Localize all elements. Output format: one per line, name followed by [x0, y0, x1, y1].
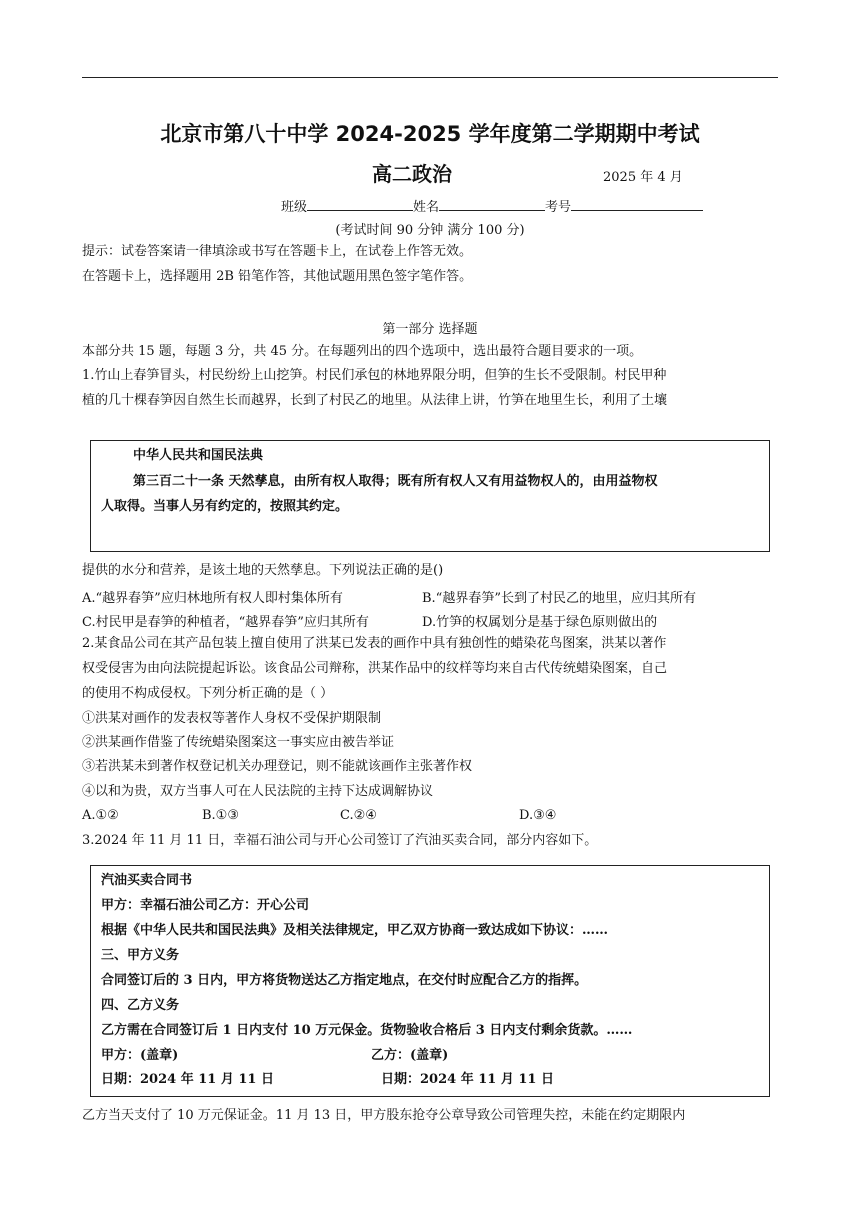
header-rule [82, 77, 778, 78]
q2-statement-3: ③若洪某未到著作权登记机关办理登记，则不能就该画作主张著作权 [82, 759, 473, 774]
notice-line-1: 提示：试卷答案请一律填涂或书写在答题卡上，在试卷上作答无效。 [82, 244, 473, 259]
q2-statement-1: ①洪某对画作的发表权等著作人身权不受保护期限制 [82, 711, 382, 726]
civil-code-box [90, 440, 770, 552]
civil-code-title: 中华人民共和国民法典 [133, 448, 264, 463]
section-intro: 本部分共 15 题，每题 3 分，共 45 分。在每题列出的四个选项中，选出最符合题目要求的一项。 [82, 344, 643, 359]
q2-text-3: 的使用不构成侵权。下列分析正确的是（ ） [82, 686, 334, 701]
contract-section-3-text: 合同签订后的 3 日内，甲方将货物送达乙方指定地点，在交付时应配合乙方的指挥。 [101, 973, 588, 988]
contract-section-4-text: 乙方需在合同签订后 1 日内支付 10 万元保金。货物验收合格后 3 日内支付剩余货款。…… [101, 1023, 633, 1038]
civil-code-article-1: 第三百二十一条 天然孳息，由所有权人取得；既有所有权人又有用益物权人的，由用益物权 [133, 474, 658, 489]
q3-text-2: 乙方当天支付了 10 万元保证金。11 月 13 日，甲方股东抢夺公章导致公司管理失控，未能在约定期限内 [82, 1108, 686, 1123]
student-info-row [281, 196, 703, 215]
q2-statement-2: ②洪某画作借鉴了传统蜡染图案这一事实应由被告举证 [82, 735, 395, 750]
q1-text-3: 提供的水分和营养，是该土地的天然孳息。下列说法正确的是() [82, 563, 444, 578]
q1-option-d: D.竹笋的权属划分是基于绿色原则做出的 [422, 615, 658, 630]
q3-text-1: 3.2024 年 11 月 11 日，幸福石油公司与开心公司签订了汽油买卖合同，部分内容如下。 [82, 833, 598, 848]
q1-option-a: A.“越界春笋”应归林地所有权人即村集体所有 [82, 591, 343, 606]
section-heading: 第一部分 选择题 [382, 322, 478, 337]
contract-parties: 甲方：幸福石油公司乙方：开心公司 [101, 898, 310, 913]
q2-option-a: A.①② [82, 808, 119, 823]
contract-box [90, 865, 770, 1097]
q2-statement-4: ④以和为贵，双方当事人可在人民法院的主持下达成调解协议 [82, 784, 434, 799]
q1-option-c: C.村民甲是春笋的种植者，“越界春笋”应归其所有 [82, 615, 369, 630]
contract-section-4-heading: 四、乙方义务 [101, 998, 180, 1013]
party-a-date: 日期：2024 年 11 月 11 日 [101, 1072, 274, 1087]
class-blank [307, 198, 413, 211]
exam-date: 2025 年 4 月 [603, 170, 683, 185]
subject-title: 高二政治 [372, 162, 452, 186]
number-blank [571, 198, 703, 211]
contract-title: 汽油买卖合同书 [101, 873, 193, 888]
name-blank [439, 198, 545, 211]
q1-option-b: B.“越界春笋”长到了村民乙的地里，应归其所有 [422, 591, 696, 606]
contract-basis: 根据《中华人民共和国民法典》及相关法律规定，甲乙双方协商一致达成如下协议：…… [101, 923, 609, 938]
party-b-seal: 乙方：(盖章) [371, 1048, 449, 1063]
q2-text-1: 2.某食品公司在其产品包装上擅自使用了洪某已发表的画作中具有独创性的蜡染花鸟图案，洪某以著作 [82, 636, 667, 651]
q2-option-d: D.③④ [519, 808, 557, 823]
q1-text-1: 1.竹山上春笋冒头，村民纷纷上山挖笋。村民们承包的林地界限分明，但笋的生长不受限制。村民甲种 [82, 368, 667, 383]
party-b-date: 日期：2024 年 11 月 11 日 [381, 1072, 554, 1087]
q1-text-2: 植的几十棵春笋因自然生长而越界，长到了村民乙的地里。从法律上讲，竹笋在地里生长，利用了土壤 [82, 393, 668, 408]
exam-title: 北京市第八十中学 2024-2025 学年度第二学期期中考试 [160, 122, 700, 146]
q2-option-c: C.②④ [340, 808, 377, 823]
number-label: 考号 [545, 200, 572, 215]
notice-line-2: 在答题卡上，选择题用 2B 铅笔作答，其他试题用黑色签字笔作答。 [82, 269, 473, 284]
q2-option-b: B.①③ [202, 808, 239, 823]
exam-time: (考试时间 90 分钟 满分 100 分) [335, 223, 525, 238]
party-a-seal: 甲方：(盖章) [101, 1048, 179, 1063]
civil-code-article-2: 人取得。当事人另有约定的，按照其约定。 [101, 499, 349, 514]
class-label: 班级 [281, 200, 308, 215]
q2-text-2: 权受侵害为由向法院提起诉讼。该食品公司辩称，洪某作品中的纹样等均来自古代传统蜡染图案，自己 [82, 661, 668, 676]
name-label: 姓名 [413, 200, 440, 215]
contract-section-3-heading: 三、甲方义务 [101, 948, 180, 963]
